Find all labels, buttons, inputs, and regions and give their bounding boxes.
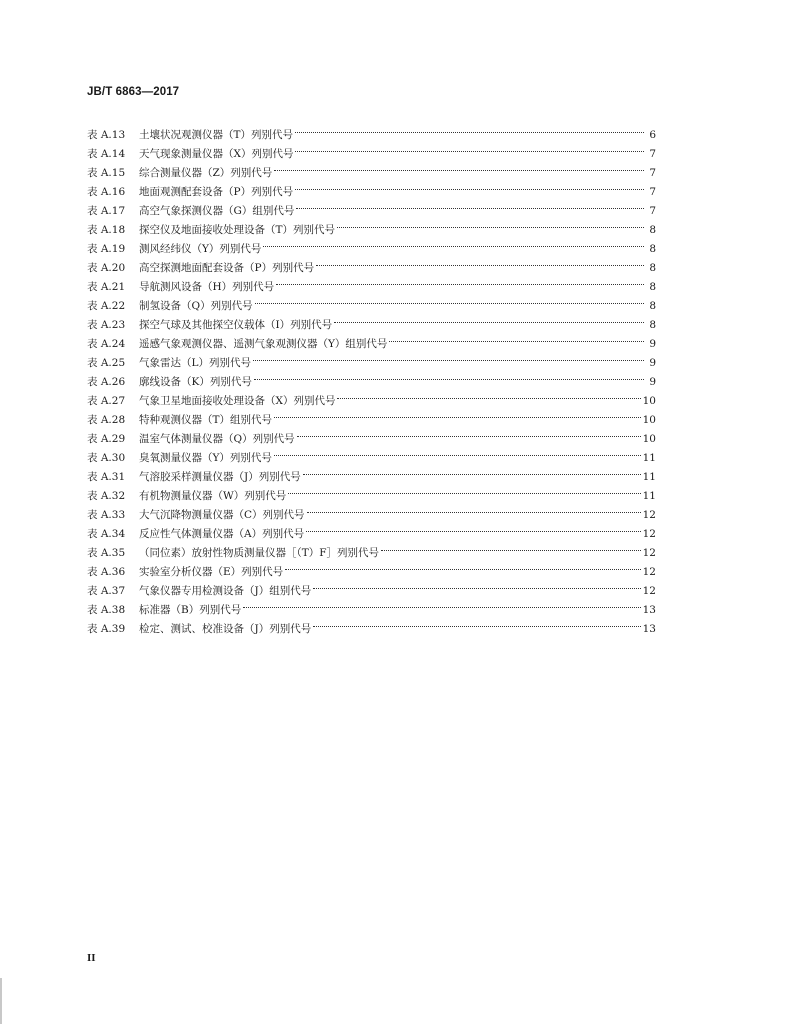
toc-dot-leader	[313, 613, 640, 632]
toc-entry-title: 探空气球及其他探空仪载体（I）列别代号	[139, 319, 333, 331]
toc-entry-number: 表 A.38	[87, 604, 126, 616]
toc-dot-leader	[381, 537, 641, 556]
toc-entry-number: 表 A.16	[87, 186, 126, 198]
toc-dot-leader	[334, 309, 644, 328]
toc-entry-number: 表 A.32	[87, 490, 126, 502]
toc-entry-title: 导航测风设备（H）列别代号	[139, 281, 275, 293]
toc-dot-leader	[254, 366, 644, 385]
toc-dot-leader	[255, 290, 644, 309]
toc-entry-page: 10	[642, 433, 656, 445]
toc-dot-leader	[306, 518, 641, 537]
toc-entry-page: 8	[649, 243, 656, 255]
toc-entry-number: 表 A.23	[87, 319, 126, 331]
toc-entry-number: 表 A.27	[87, 395, 126, 407]
toc-entry-title: 有机物测量仪器（W）列别代号	[139, 490, 287, 502]
toc-dot-leader	[307, 499, 641, 518]
toc-dot-leader	[296, 195, 644, 214]
toc-dot-leader	[337, 214, 644, 233]
toc-entry-page: 6	[649, 129, 656, 141]
toc-dot-leader	[297, 423, 641, 442]
toc-entry-title: 气象卫星地面接收处理设备（X）列别代号	[139, 395, 336, 407]
toc-entry-number: 表 A.15	[87, 167, 126, 179]
toc-entry[interactable]	[87, 119, 656, 141]
toc-entry-page: 9	[649, 376, 656, 388]
toc-entry-title: 探空仪及地面接收处理设备（T）列别代号	[139, 224, 336, 236]
toc-entry-title: 气溶胶采样测量仪器（J）列别代号	[139, 471, 301, 483]
toc-entry-title: 温室气体测量仪器（Q）列别代号	[139, 433, 295, 445]
toc-dot-leader	[303, 461, 641, 480]
toc-dot-leader	[285, 556, 640, 575]
toc-entry-title: 廓线设备（K）列别代号	[139, 376, 252, 388]
toc-entry-page: 9	[649, 357, 656, 369]
toc-dot-leader	[288, 480, 640, 499]
toc-entry-page: 8	[649, 281, 656, 293]
toc-entry-title: 高空气象探测仪器（G）组别代号	[139, 205, 295, 217]
toc-dot-leader	[276, 271, 644, 290]
toc-entry-number: 表 A.18	[87, 224, 126, 236]
toc-entry-title: 臭氧测量仪器（Y）列别代号	[139, 452, 272, 464]
toc-dot-leader	[274, 442, 641, 461]
table-of-contents	[87, 119, 656, 635]
toc-entry-number: 表 A.39	[87, 623, 126, 635]
toc-dot-leader	[253, 347, 644, 366]
toc-dot-leader	[263, 233, 644, 252]
toc-entry-page: 9	[649, 338, 656, 350]
toc-entry-page: 10	[642, 395, 656, 407]
toc-entry-number: 表 A.36	[87, 566, 126, 578]
page-number: II	[87, 952, 96, 964]
toc-entry-number: 表 A.20	[87, 262, 126, 274]
toc-entry-page: 7	[649, 167, 656, 179]
toc-entry-number: 表 A.30	[87, 452, 126, 464]
toc-dot-leader	[295, 138, 644, 157]
toc-entry-title: 气象雷达（L）列别代号	[139, 357, 251, 369]
toc-entry-number: 表 A.21	[87, 281, 126, 293]
toc-entry-number: 表 A.31	[87, 471, 126, 483]
toc-entry-page: 12	[642, 547, 656, 559]
toc-entry-page: 12	[642, 528, 656, 540]
toc-entry-page: 12	[642, 509, 656, 521]
toc-entry-number: 表 A.34	[87, 528, 126, 540]
toc-entry-page: 8	[649, 319, 656, 331]
toc-entry-page: 8	[649, 224, 656, 236]
toc-entry-number: 表 A.33	[87, 509, 126, 521]
toc-entry-title: 大气沉降物测量仪器（C）列别代号	[139, 509, 305, 521]
toc-dot-leader	[243, 594, 640, 613]
toc-entry-title: 气象仪器专用检测设备（J）组别代号	[139, 585, 312, 597]
toc-entry-title: 高空探测地面配套设备（P）列别代号	[139, 262, 315, 274]
toc-entry-page: 11	[642, 490, 656, 502]
toc-entry-page: 13	[642, 623, 656, 635]
toc-entry-title: 实验室分析仪器（E）列别代号	[139, 566, 284, 578]
toc-entry-title: 综合测量仪器（Z）列别代号	[139, 167, 273, 179]
toc-dot-leader	[295, 119, 644, 138]
toc-entry-number: 表 A.13	[87, 129, 126, 141]
toc-dot-leader	[274, 404, 641, 423]
toc-entry-page: 13	[642, 604, 656, 616]
toc-entry-title: 测风经纬仪（Y）列别代号	[139, 243, 262, 255]
toc-dot-leader	[316, 252, 644, 271]
toc-entry-title: 特种观测仪器（T）组别代号	[139, 414, 273, 426]
toc-dot-leader	[389, 328, 644, 347]
toc-entry-number: 表 A.17	[87, 205, 126, 217]
toc-entry-number: 表 A.37	[87, 585, 126, 597]
toc-dot-leader	[274, 157, 644, 176]
toc-entry-number: 表 A.29	[87, 433, 126, 445]
toc-entry-page: 11	[642, 452, 656, 464]
document-code: JB/T 6863—2017	[87, 86, 180, 98]
toc-dot-leader	[295, 176, 644, 195]
toc-dot-leader	[337, 385, 640, 404]
toc-entry-number: 表 A.26	[87, 376, 126, 388]
toc-entry-number: 表 A.28	[87, 414, 126, 426]
toc-entry-title: 地面观测配套设备（P）列别代号	[139, 186, 294, 198]
toc-entry-title: 检定、测试、校准设备（J）列别代号	[139, 623, 312, 635]
toc-entry-page: 8	[649, 262, 656, 274]
toc-entry-title: 遥感气象观测仪器、遥测气象观测仪器（Y）组别代号	[139, 338, 388, 350]
toc-entry-page: 7	[649, 186, 656, 198]
toc-entry-page: 12	[642, 566, 656, 578]
toc-entry-number: 表 A.24	[87, 338, 126, 350]
toc-entry-page: 7	[649, 148, 656, 160]
toc-entry-number: 表 A.35	[87, 547, 126, 559]
toc-entry-title: 标准器（B）列别代号	[139, 604, 242, 616]
toc-entry-number: 表 A.25	[87, 357, 126, 369]
toc-entry-number: 表 A.19	[87, 243, 126, 255]
toc-entry-page: 10	[642, 414, 656, 426]
toc-entry-page: 11	[642, 471, 656, 483]
toc-entry-title: 反应性气体测量仪器（A）列别代号	[139, 528, 305, 540]
toc-entry-title: （同位素）放射性物质测量仪器［（T）F］列别代号	[139, 547, 380, 559]
toc-dot-leader	[313, 575, 640, 594]
toc-entry-page: 7	[649, 205, 656, 217]
toc-entry-title: 土壤状况观测仪器（T）列别代号	[139, 129, 294, 141]
toc-entry-title: 制氢设备（Q）列别代号	[139, 300, 253, 312]
toc-entry-title: 天气现象测量仪器（X）列别代号	[139, 148, 294, 160]
toc-entry-number: 表 A.14	[87, 148, 126, 160]
toc-entry-page: 12	[642, 585, 656, 597]
toc-entry-page: 8	[649, 300, 656, 312]
scan-edge-line	[0, 978, 2, 1024]
toc-entry-number: 表 A.22	[87, 300, 126, 312]
